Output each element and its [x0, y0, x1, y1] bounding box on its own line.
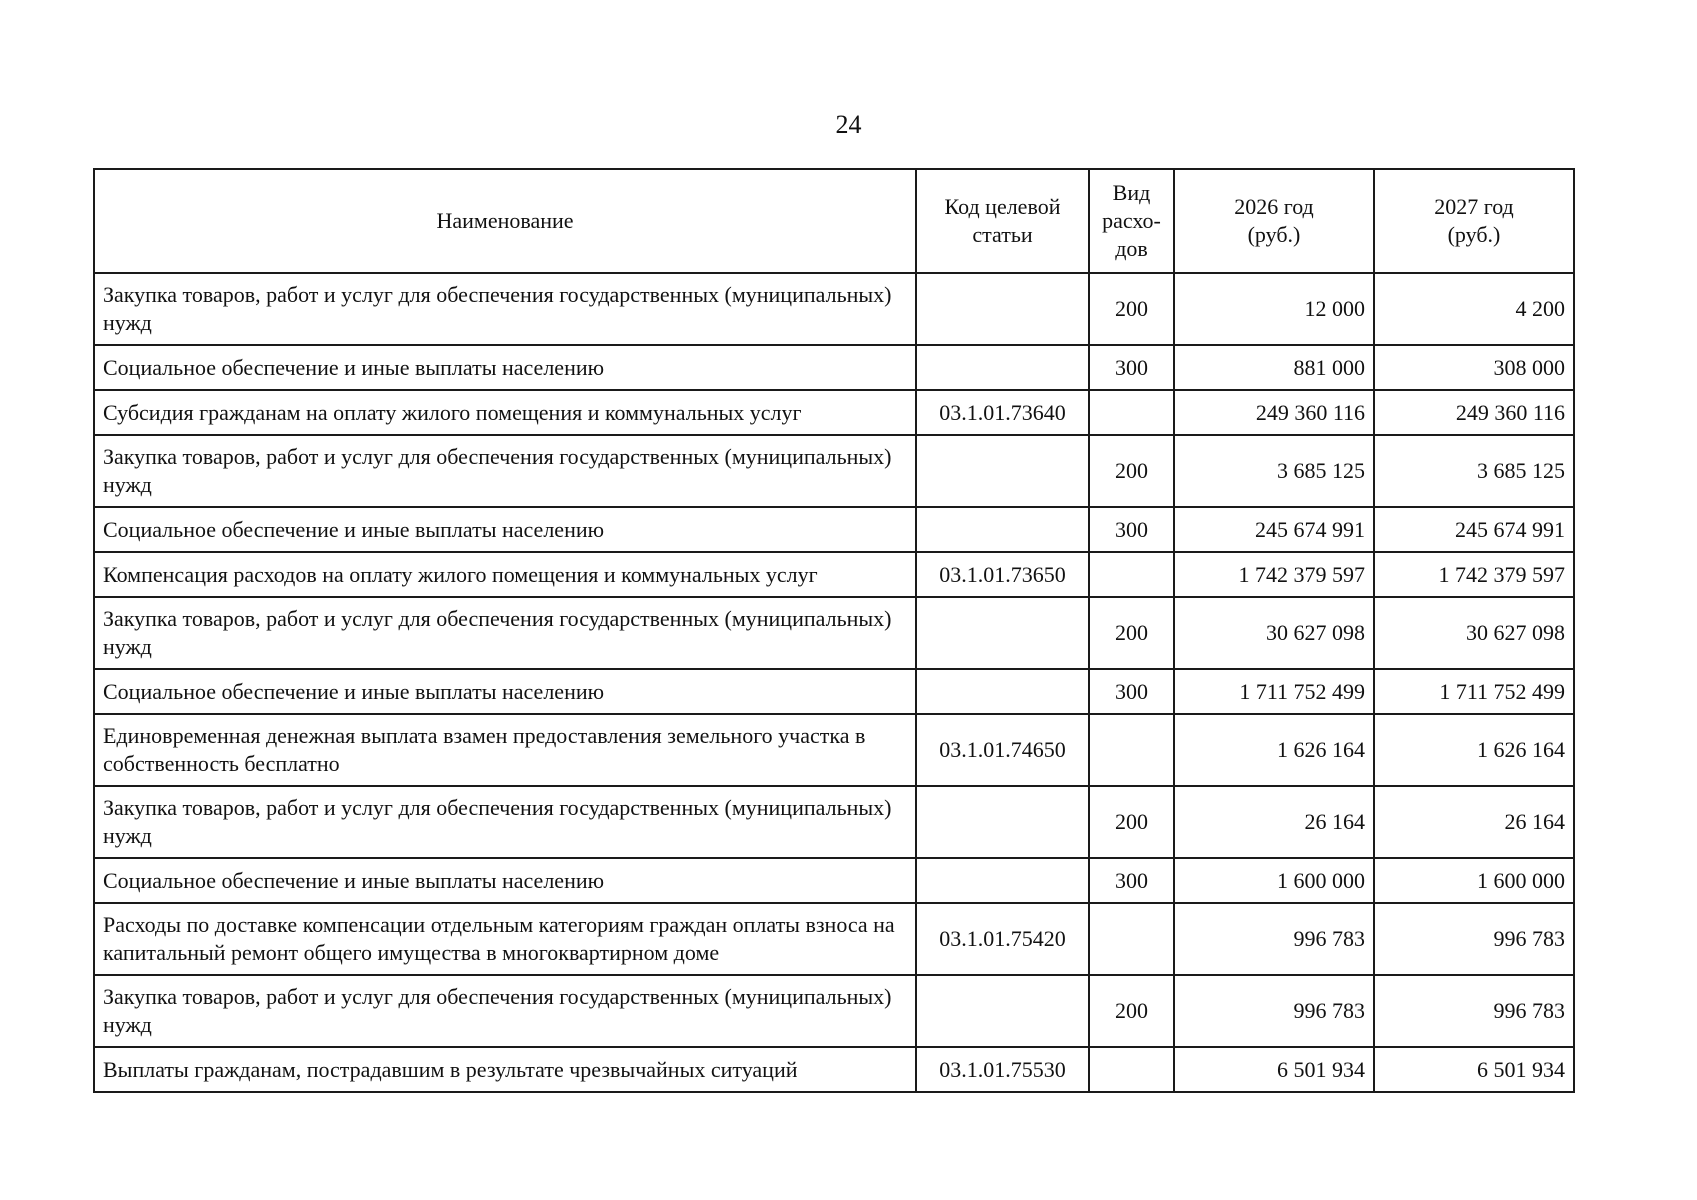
row-2027: 996 783 [1374, 975, 1574, 1047]
table-row [94, 345, 1574, 390]
table-row [94, 786, 1574, 858]
row-code [916, 435, 1089, 507]
row-name: Закупка товаров, работ и услуг для обеспечения государственных (муниципальных) нужд [94, 975, 916, 1047]
row-2026: 6 501 934 [1174, 1047, 1374, 1092]
table-row [94, 552, 1574, 597]
table-row [94, 714, 1574, 786]
row-name: Выплаты гражданам, пострадавшим в результате чрезвычайных ситуаций [94, 1047, 916, 1092]
row-name: Закупка товаров, работ и услуг для обеспечения государственных (муниципальных) нужд [94, 786, 916, 858]
row-name: Субсидия гражданам на оплату жилого помещения и коммунальных услуг [94, 390, 916, 435]
row-2026: 26 164 [1174, 786, 1374, 858]
row-2026: 12 000 [1174, 273, 1374, 345]
row-2027: 308 000 [1374, 345, 1574, 390]
row-2027: 30 627 098 [1374, 597, 1574, 669]
row-code [916, 507, 1089, 552]
row-2027: 6 501 934 [1374, 1047, 1574, 1092]
row-name: Социальное обеспечение и иные выплаты населению [94, 669, 916, 714]
row-kind [1089, 903, 1174, 975]
row-name: Социальное обеспечение и иные выплаты населению [94, 345, 916, 390]
row-2027: 249 360 116 [1374, 390, 1574, 435]
row-kind [1089, 714, 1174, 786]
row-2026: 996 783 [1174, 975, 1374, 1047]
row-code [916, 858, 1089, 903]
row-kind: 200 [1089, 273, 1174, 345]
row-2027: 26 164 [1374, 786, 1574, 858]
row-2027: 1 742 379 597 [1374, 552, 1574, 597]
row-2026: 1 711 752 499 [1174, 669, 1374, 714]
row-name: Социальное обеспечение и иные выплаты населению [94, 858, 916, 903]
row-2027: 1 600 000 [1374, 858, 1574, 903]
row-kind: 200 [1089, 597, 1174, 669]
row-2026: 3 685 125 [1174, 435, 1374, 507]
row-kind: 200 [1089, 975, 1174, 1047]
row-code [916, 975, 1089, 1047]
row-2027: 3 685 125 [1374, 435, 1574, 507]
header-code: Код целевой статьи [916, 169, 1089, 273]
row-code: 03.1.01.73640 [916, 390, 1089, 435]
row-code [916, 597, 1089, 669]
table-row [94, 975, 1574, 1047]
row-code [916, 786, 1089, 858]
row-2027: 1 711 752 499 [1374, 669, 1574, 714]
row-2027: 4 200 [1374, 273, 1574, 345]
table-row [94, 507, 1574, 552]
row-kind [1089, 390, 1174, 435]
row-kind: 200 [1089, 435, 1174, 507]
row-code: 03.1.01.73650 [916, 552, 1089, 597]
row-name: Закупка товаров, работ и услуг для обеспечения государственных (муниципальных) нужд [94, 597, 916, 669]
row-code: 03.1.01.74650 [916, 714, 1089, 786]
header-2026: 2026 год (руб.) [1174, 169, 1374, 273]
table-row [94, 273, 1574, 345]
row-2026: 881 000 [1174, 345, 1374, 390]
row-kind: 300 [1089, 858, 1174, 903]
row-2026: 1 742 379 597 [1174, 552, 1374, 597]
row-2026: 245 674 991 [1174, 507, 1374, 552]
header-name: Наименование [94, 169, 916, 273]
row-kind [1089, 552, 1174, 597]
row-code [916, 345, 1089, 390]
row-2027: 245 674 991 [1374, 507, 1574, 552]
row-code [916, 273, 1089, 345]
row-kind: 200 [1089, 786, 1174, 858]
page-number: 24 [835, 110, 862, 139]
row-code: 03.1.01.75420 [916, 903, 1089, 975]
table-row [94, 390, 1574, 435]
row-kind: 300 [1089, 507, 1174, 552]
row-kind: 300 [1089, 669, 1174, 714]
row-2026: 1 600 000 [1174, 858, 1374, 903]
row-name: Социальное обеспечение и иные выплаты населению [94, 507, 916, 552]
table-row [94, 597, 1574, 669]
row-kind: 300 [1089, 345, 1174, 390]
row-name: Компенсация расходов на оплату жилого помещения и коммунальных услуг [94, 552, 916, 597]
header-kind: Вид расхо- дов [1089, 169, 1174, 273]
budget-table [93, 168, 1575, 1093]
row-name: Единовременная денежная выплата взамен предоставления земельного участка в собственность бесплатно [94, 714, 916, 786]
row-code [916, 669, 1089, 714]
row-2026: 249 360 116 [1174, 390, 1374, 435]
header-2027: 2027 год (руб.) [1374, 169, 1574, 273]
row-name: Расходы по доставке компенсации отдельным категориям граждан оплаты взноса на капитальный ремонт общего имущества в многоквартирном доме [94, 903, 916, 975]
table-row [94, 435, 1574, 507]
table-row [94, 1047, 1574, 1092]
table-row [94, 858, 1574, 903]
row-name: Закупка товаров, работ и услуг для обеспечения государственных (муниципальных) нужд [94, 435, 916, 507]
row-2026: 1 626 164 [1174, 714, 1374, 786]
row-name: Закупка товаров, работ и услуг для обеспечения государственных (муниципальных) нужд [94, 273, 916, 345]
table-row [94, 903, 1574, 975]
row-2027: 1 626 164 [1374, 714, 1574, 786]
table-header-row [94, 169, 1574, 273]
row-2026: 30 627 098 [1174, 597, 1374, 669]
row-kind [1089, 1047, 1174, 1092]
row-2027: 996 783 [1374, 903, 1574, 975]
row-2026: 996 783 [1174, 903, 1374, 975]
table-row [94, 669, 1574, 714]
row-code: 03.1.01.75530 [916, 1047, 1089, 1092]
